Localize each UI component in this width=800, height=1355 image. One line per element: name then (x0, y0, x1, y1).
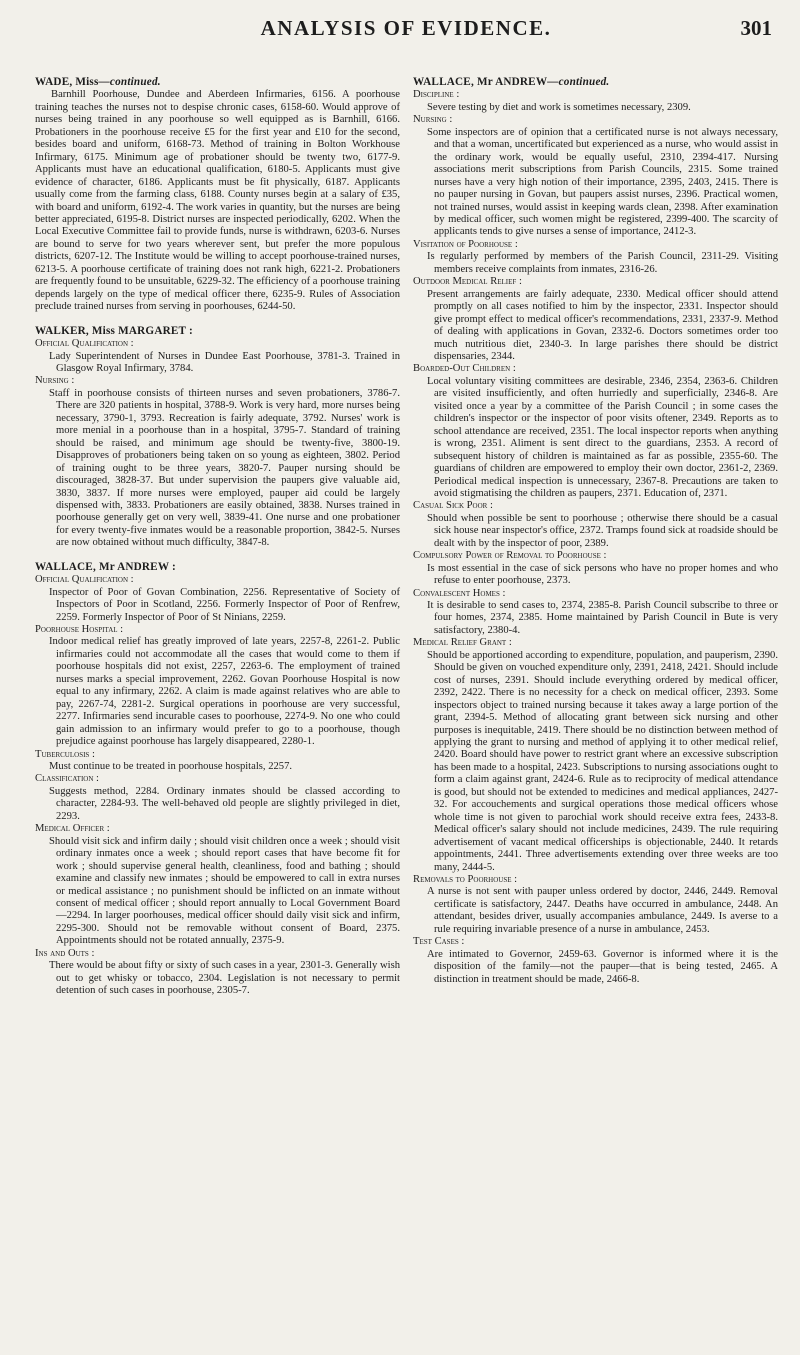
continued-note: —continued. (547, 76, 610, 88)
entry-text: Severe testing by diet and work is sometimes necessary, 2309. (427, 101, 691, 113)
witness-text-wade: Barnhill Poorhouse, Dundee and Aberdeen Infirmaries, 6156. A poorhouse training teaches the nurses not to despise chronic cases, 6158-60. Would approve of nurses being trained in any poorhouse so well equipped as is Barnhill, 6166. Probationers in the poorhouse receive £5 for the first year and £10 for the second, besides board and uniform, 6168-73. Method of training in Bolton Workhouse Infirmary, 6175. Minimum age of probationer should be twenty two, 6177-9. Applicants must have an educational qualification, 6180-5. Applicants must give evidence of character, 6186. Applicants must be fit physically, 6187. Applicants usually come from the farming class, 6188. County nurses begin at a salary of £35, with board and uniform, 6192-4. The work varies in quantity, but the nurses are being better appreciated, 6195-8. District nurses are inspected periodically, 6202. When the Local Executive Committee fail to provide funds, nurse is withdrawn, 6203-6. Nurses are bound to serve for two years wherever sent, but prefer the more populous districts, 6207-12. The Institute would be willing to accept poorhouse-trained nurses, 6213-5. A poorhouse certificate of training does not rank high, 6221-2. Probationers are frequently found to be unsuitable, 6229-32. The efficiency of a poorhouse training depends largely on the type of medical officer there, 6235-9. Rules of Association preclude trained nurses from serving in poorhouses, 6244-50. (35, 89, 400, 313)
index-entry (413, 89, 778, 114)
entry-text: Local voluntary visiting committees are desirable, 2346, 2354, 2363-6. Children are visited insufficiently, and often hurriedly and superficially, 2346-8. Are visited once a year by a committee of the Parish Council ; in some cases the children's inspector or the inspector of poor visits oftener, 2349. Reports as to school attendance are received, 2351. The local inspector reports when anything is wrong, 2351. Aliment is sent direct to the guardians, 2353. A record of subsequent history of children is maintained as far as possible, 2355-60. The guardians of children are empowered to employ their own doctor, 2361-2, 2369. Periodical medical inspection is unnecessary, 2367-8. Precautions are taken to avoid stigmatising the children as paupers, 2371. Education of, 2371. (427, 375, 778, 499)
index-entry (413, 637, 778, 874)
index-entry (413, 500, 778, 550)
entry-heading: Medical Officer : (35, 823, 110, 835)
entry-text: Should when possible be sent to poorhouse ; otherwise there should be a casual sick house near inspector's office, 2372. Tramps found sick at roadside should be dealt with by the inspector of poor, 2389. (427, 512, 778, 549)
running-title: ANALYSIS OF EVIDENCE. (260, 16, 552, 40)
index-entry (35, 948, 400, 998)
entry-heading: Test Cases : (413, 936, 465, 948)
index-entry (413, 114, 778, 239)
entry-heading: Nursing : (413, 114, 453, 126)
index-entry (35, 773, 400, 823)
entry-text: Must continue to be treated in poorhouse hospitals, 2257. (49, 761, 293, 773)
witness-name: WALLACE, Mr ANDREW (413, 76, 548, 88)
entry-heading: Nursing : (35, 375, 75, 387)
continued-note: —continued. (98, 76, 161, 88)
entry-heading: Casual Sick Poor : (413, 500, 493, 512)
left-column (35, 76, 400, 998)
entry-text: Should visit sick and infirm daily ; should visit children once a week ; should visit ordinary inmates once a week ; should report cases that have become fit for work ; should supervise general health, cleanliness, food and bathing ; should examine and classify new inmates ; should be empowered to call in extra nurses or medical assistance ; no punishment should be inflicted on an inmate without consent of medical officer ; should report annually to Local Government Board—2294. In larger poorhouses, medical officer should daily visit sick and infirm, 2295-300. Should not be removable without consent of Board, 2375. Appointments should not be rotated annually, 2375-9. (49, 835, 400, 947)
entry-heading: Classification : (35, 773, 99, 785)
entry-heading: Tuberculosis : (35, 748, 95, 760)
entry-text: It is desirable to send cases to, 2374, 2385-8. Parish Council subscribe to three or four homes, 2374, 2385. Home maintained by Parish Council in Bute is very satisfactory, 2380-4. (427, 600, 778, 636)
index-entry (35, 624, 400, 749)
entry-text: A nurse is not sent with pauper unless ordered by doctor, 2446, 2449. Removal certificate is satisfactory, 2447. Deaths have occurred in ambulance, 2448. An attendant, besides driver, usually accompanies ambulance, 2449. Is averse to a rule requiring invariable presence of a nurse in ambulance, 2453. (427, 886, 778, 935)
right-column (413, 76, 778, 986)
entry-text: There would be about fifty or sixty of such cases in a year, 2301-3. Generally wish out to get whisky or tobacco, 2304. Legislation is not necessary to permit detention of such cases in poorhouse, 2305-7. (49, 960, 400, 997)
entry-heading: Official Qualification : (35, 338, 134, 350)
entry-heading: Official Qualification : (35, 574, 134, 586)
index-entry (413, 276, 778, 363)
entry-text: Inspector of Poor of Govan Combination, 2256. Representative of Society of Inspectors of Poor in Scotland, 2256. Formerly Inspector of Poor of Renfrew, 2259. Formerly Inspector of Poor of St Ninians, 2259. (49, 586, 400, 623)
index-entry (413, 550, 778, 587)
page-number: 301 (740, 16, 772, 40)
witness-heading-wallace: WALLACE, Mr ANDREW : (35, 560, 176, 573)
index-entry (35, 749, 400, 774)
index-entry (35, 375, 400, 549)
entry-text: Some inspectors are of opinion that a certificated nurse is not always necessary, and that a woman, uncertificated but experienced as a nurse, who would assist in the ordinary work, would be equally useful, 2310, 2394-417. Nursing associations merit subscriptions from Parish Councils, 2315. Some trained nurses have a very high notion of their importance, 2395, 2403, 2415. There is no pauper nursing in Govan, but paupers assist nurses, 2396. Practical women, not trained nurses, would assist in keeping wards clean, 2398. After examination by medical officer, such women might be registered, 2399-400. The scarcity of applicants tends to give nurses a sense of importance, 2412-3. (427, 126, 778, 238)
entry-heading: Medical Relief Grant : (413, 637, 512, 649)
entry-text: Indoor medical relief has greatly improved of late years, 2257-8, 2261-2. Public infirmaries could not accommodate all the cases that would come to them if poorhouse hospitals did not exist, 2257, 2263-6. The employment of trained nurses marks a special improvement, 2262. Govan Poorhouse Hospital is now equal to any infirmary, 2262. A claim is made against relatives who are able to pay, 2267-74, 2281-2. Surgical operations in poorhouse are very successful, 2277. Infirmaries send incurable cases to poorhouse, 2274-9. No one who could gain admission to an infirmary would prefer to go to a poorhouse, though prejudice against poorhouse has largely disappeared, 2280-1. (49, 636, 400, 748)
entry-heading: Outdoor Medical Relief : (413, 276, 522, 288)
entry-text: Present arrangements are fairly adequate, 2330. Medical officer should attend promptly on all cases notified to him by the inspector, 2331. Inspector should give prompt effect to medical officer's recommendations, 2331, 2337-9. Method of dealing with applications in Govan, 2332-6. Doctors sometimes order too much nutritious diet, 2340-3. In large parishes there should be district dispensaries, 2344. (427, 288, 778, 362)
entry-heading: Convalescent Homes : (413, 587, 506, 599)
index-entry (413, 239, 778, 276)
entry-text: Suggests method, 2284. Ordinary inmates should be classed according to character, 2284-93. The well-behaved old people are slightly privileged in diet, 2293. (49, 785, 400, 822)
entry-heading: Removals to Poorhouse : (413, 874, 518, 885)
witness-heading-wade (35, 76, 400, 88)
entry-text: Is most essential in the case of sick persons who have no proper homes and who refuse to enter poorhouse, 2373. (427, 562, 778, 587)
index-entry (413, 363, 778, 500)
index-entry (413, 588, 778, 638)
entry-heading: Poorhouse Hospital : (35, 624, 124, 636)
index-entry (413, 874, 778, 936)
entry-heading: Visitation of Poorhouse : (413, 238, 518, 250)
index-entry (413, 936, 778, 986)
entry-text: Should be apportioned according to expenditure, population, and pauperism, 2390. Should be given on vouched expenditure only, 2391, 2418, 2421. Should include cost of nurses, 2391. Should include everything ordered by medical officer, 2392, 2422. There is no necessity for a check on medical officer, 2393. Some inspectors object to trained nursing because it takes away a large portion of the grant, 2394-5. Method of allocating grant between sick nursing and other purposes is inequitable, 2419. There should be no distinction between method of applying the grant to nursing and method of applying it to other medical relief, 2420. Board should have power to restrict grant where an excessive subscription has been made to a hospital, 2423. Subscriptions to nursing associations ought to form a claim against grant, 2424-6. Rule as to reciprocity of medical attendance is good, but should not be extended to medicines and medical appliances, 2427-32. For accouchements and surgical operations those medical officers whose whole time is not given to parochial work should receive extra fees, 2433-8. Medical officer's salary should not include medicines, 2439. The rule requiring advertisement of vacant medical officerships is objectionable, 2440. It retards appointments, 2441. Three advertisements extending over three weeks are too many, 2444-5. (427, 649, 778, 873)
witness-heading-wallace-continued (413, 76, 778, 88)
witness-heading-walker: WALKER, Miss MARGARET : (35, 324, 193, 337)
index-entry (35, 338, 400, 375)
entry-text: Lady Superintendent of Nurses in Dundee East Poorhouse, 3781-3. Trained in Glasgow Royal Infirmary, 3784. (49, 350, 400, 374)
entry-heading: Boarded-Out Children : (413, 363, 516, 375)
entry-text: Staff in poorhouse consists of thirteen nurses and seven probationers, 3786-7. There are 320 patients in hospital, 3788-9. Work is very hard, more nurses being necessary, 3790-1, 3793. Recreation is fairly adequate, 3792. Nurses' work is more menial in a poorhouse than in a hospital, 3795-7. Standard of training should be raised, and minimum age should be twenty-five, 3800-19. Disapproves of probationers being taken on so young as eighteen, 3802. Period of training ought to be three years, 3820-7. Pauper nursing should be discouraged, 3828-37. But under supervision the paupers give valuable aid, 3830, 3837. If more nurses were employed, pauper aid could be largely dispensed with, 3833. Probationers are easily obtained, 3838. Nurses trained in poorhouse generally get on very well, 3839-41. One nurse and one probationer for every twenty-five inmates would be a reasonable proportion, 3842-5. Nurses are now obtained without much difficulty, 3847-8. (49, 387, 400, 549)
index-entry (35, 823, 400, 948)
entry-heading: Ins and Outs : (35, 947, 95, 959)
entry-heading: Compulsory Power of Removal to Poorhouse : (413, 550, 607, 562)
page-header (40, 16, 772, 50)
entry-heading: Discipline : (413, 89, 460, 101)
entry-text: Is regularly performed by members of the Parish Council, 2311-29. Visiting members receive complaints from inmates, 2316-26. (427, 251, 778, 275)
entry-text: Are intimated to Governor, 2459-63. Governor is informed where it is the disposition of the family—not the pauper—that is being tested, 2465. A distinction in treatment should be made, 2466-8. (427, 948, 778, 985)
witness-name: WADE, Miss (35, 76, 99, 88)
index-entry (35, 574, 400, 624)
